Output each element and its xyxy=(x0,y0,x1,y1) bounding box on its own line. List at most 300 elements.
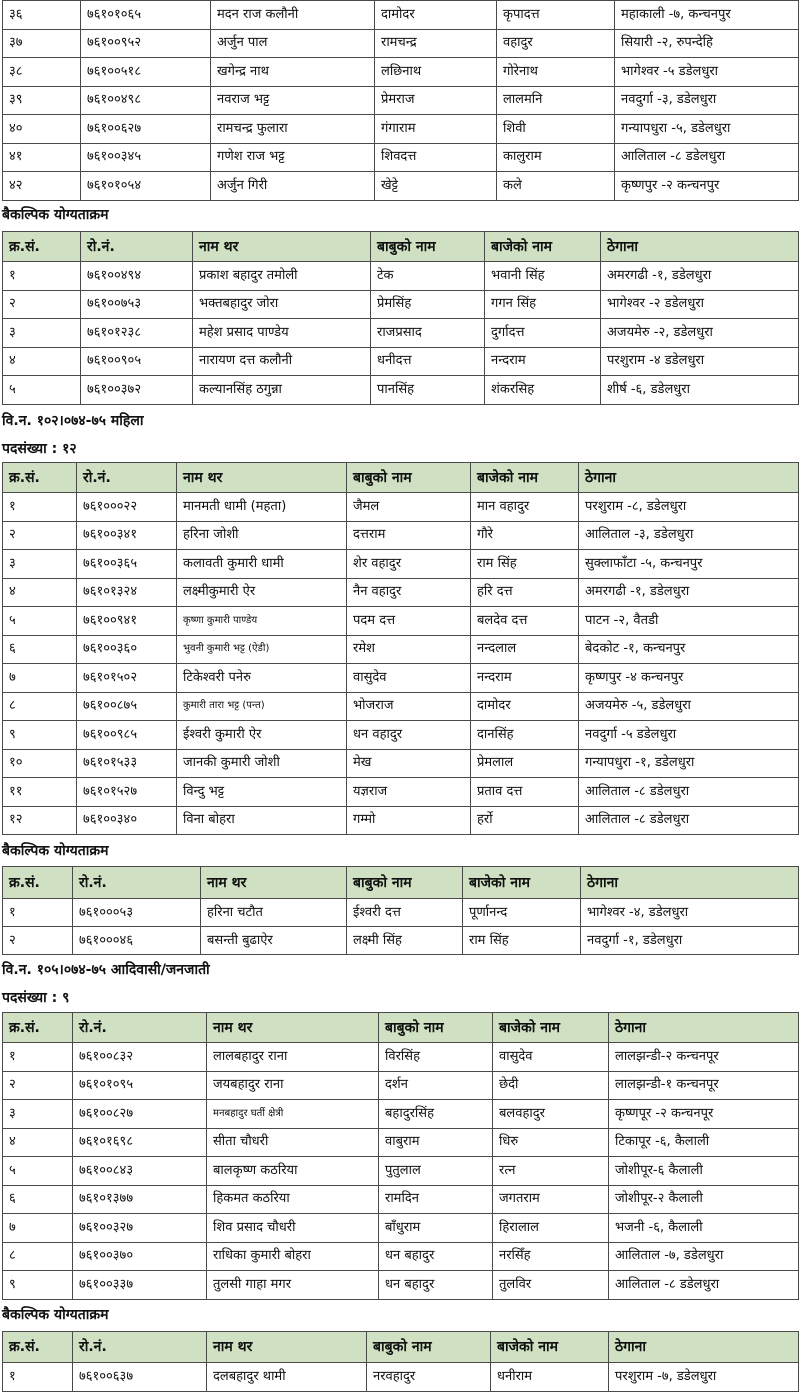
name-cell: गणेश राज भट्ट xyxy=(211,143,375,172)
address-cell: पाटन -२, वैतडी xyxy=(579,607,799,636)
roll-number-cell: ७६१०१०५४ xyxy=(81,172,211,201)
grandfather-name-cell: बलदेव दत्त xyxy=(471,607,579,636)
grandfather-name-cell: दुर्गादत्त xyxy=(485,319,601,348)
father-name-cell: वाबुराम xyxy=(379,1128,493,1157)
father-name-cell: पानसिंह xyxy=(371,376,485,405)
roll-number-cell: ७६१००८७५ xyxy=(77,692,177,721)
father-name-cell: विरसिंह xyxy=(379,1043,493,1072)
address-cell: जोशीपूर-२ कैलाली xyxy=(609,1185,799,1214)
grandfather-name-cell: वासुदेव xyxy=(493,1043,609,1072)
name-cell: लक्ष्मीकुमारी ऐर xyxy=(177,578,347,607)
name-cell: मदन राज कलौनी xyxy=(211,1,375,30)
alternative-merit-table-1 xyxy=(2,231,799,405)
roll-number-cell: ७६१००३३७ xyxy=(73,1271,207,1300)
serial-cell: २ xyxy=(3,927,73,955)
grandfather-name-cell: हर्रो xyxy=(471,806,579,835)
column-header: क्र.सं. xyxy=(3,867,73,899)
column-header: बाबुको नाम xyxy=(347,867,463,899)
table-row xyxy=(3,290,799,319)
father-name-cell: शिवदत्त xyxy=(375,143,497,172)
grandfather-name-cell: छेदी xyxy=(493,1071,609,1100)
alternative-merit-heading-2: बैकल्पिक योग्यताक्रम xyxy=(2,843,109,859)
address-cell: आलिताल -८ डडेलधुरा xyxy=(579,778,799,807)
father-name-cell: नरवहादुर xyxy=(367,1363,491,1392)
address-cell: अमरगढी -१, डडेलधुरा xyxy=(601,262,799,291)
name-cell: हरिना चटौत xyxy=(201,899,347,927)
table-row xyxy=(3,578,799,607)
grandfather-name-cell: जगतराम xyxy=(493,1185,609,1214)
table-row xyxy=(3,749,799,778)
name-cell: राधिका कुमारी बोहरा xyxy=(207,1242,379,1271)
table-row xyxy=(3,29,799,58)
serial-cell: १ xyxy=(3,493,77,522)
father-name-cell: भोजराज xyxy=(347,692,471,721)
serial-cell: ५ xyxy=(3,607,77,636)
grandfather-name-cell: रत्न xyxy=(493,1157,609,1186)
column-header: नाम थर xyxy=(207,1013,379,1043)
roll-number-cell: ७६१००६३७ xyxy=(73,1363,207,1392)
roll-number-cell: ७६१००३४५ xyxy=(81,143,211,172)
father-name-cell: वासुदेव xyxy=(347,664,471,693)
column-header: बाबुको नाम xyxy=(367,1332,491,1363)
table-row xyxy=(3,319,799,348)
name-cell: भुवनी कुमारी भट्ट (ऐडी) xyxy=(177,635,347,664)
name-cell: कुमारी तारा भट्ट (पन्त) xyxy=(177,692,347,721)
address-cell: आलिताल -७, डडेलधुरा xyxy=(609,1242,799,1271)
address-cell: आलिताल -८ डडेलधुरा xyxy=(579,806,799,835)
roll-number-cell: ७६१००७५३ xyxy=(81,290,193,319)
grandfather-name-cell: नन्दराम xyxy=(485,347,601,376)
grandfather-name-cell: नन्दराम xyxy=(471,664,579,693)
table-row xyxy=(3,607,799,636)
column-header: नाम थर xyxy=(193,232,371,262)
serial-cell: ३८ xyxy=(3,58,81,87)
father-name-cell: रामचन्द्र xyxy=(375,29,497,58)
father-name-cell: यज्ञराज xyxy=(347,778,471,807)
table-header-row xyxy=(3,1013,799,1043)
grandfather-name-cell: भवानी सिंह xyxy=(485,262,601,291)
roll-number-cell: ७६१००४९४ xyxy=(81,262,193,291)
address-cell: आलिताल -८ डडेलधुरा xyxy=(615,143,799,172)
address-cell: गन्यापधुरा -५, डडेलधुरा xyxy=(615,115,799,144)
father-name-cell: दत्तराम xyxy=(347,521,471,550)
name-cell: कृष्णा कुमारी पाण्डेय xyxy=(177,607,347,636)
roll-number-cell: ७६१०००५३ xyxy=(73,899,201,927)
address-cell: भागेश्वर -४, डडेलधुरा xyxy=(581,899,799,927)
column-header: रो.नं. xyxy=(73,1013,207,1043)
father-name-cell: खेट्टे xyxy=(375,172,497,201)
column-header: ठेगाना xyxy=(601,232,799,262)
serial-cell: २ xyxy=(3,290,81,319)
table-row xyxy=(3,721,799,750)
father-name-cell: गम्मो xyxy=(347,806,471,835)
grandfather-name-cell: लालमनि xyxy=(497,86,615,115)
table-row xyxy=(3,1157,799,1186)
name-cell: दलबहादुर थामी xyxy=(207,1363,367,1392)
grandfather-name-cell: मान वहादुर xyxy=(471,493,579,522)
address-cell: कृष्णपुर -४ कन्चनपुर xyxy=(579,664,799,693)
address-cell: गन्यापधुरा -१, डडेलधुरा xyxy=(579,749,799,778)
table-row xyxy=(3,493,799,522)
address-cell: परशुराम -८, डडेलधुरा xyxy=(579,493,799,522)
serial-cell: ९ xyxy=(3,1271,73,1300)
table-row xyxy=(3,806,799,835)
grandfather-name-cell: बलवहादुर xyxy=(493,1100,609,1129)
father-name-cell: टेक xyxy=(371,262,485,291)
roll-number-cell: ७६१००३६० xyxy=(77,635,177,664)
name-cell: रामचन्द्र फुलारा xyxy=(211,115,375,144)
roll-number-cell: ७६१००३७० xyxy=(73,1242,207,1271)
serial-cell: ९ xyxy=(3,721,77,750)
roll-number-cell: ७६१००९५२ xyxy=(81,29,211,58)
father-name-cell: लछिनाथ xyxy=(375,58,497,87)
roll-number-cell: ७६१००३४० xyxy=(77,806,177,835)
table-row xyxy=(3,664,799,693)
roll-number-cell: ७६१००९०५ xyxy=(81,347,193,376)
serial-cell: ५ xyxy=(3,1157,73,1186)
address-cell: शीर्ष -६, डडेलधुरा xyxy=(601,376,799,405)
table-row xyxy=(3,1128,799,1157)
indigenous-alternative-merit-table xyxy=(2,1331,799,1392)
name-cell: जयबहादुर राना xyxy=(207,1071,379,1100)
serial-cell: १० xyxy=(3,749,77,778)
table-row xyxy=(3,376,799,405)
serial-cell: ८ xyxy=(3,692,77,721)
table-header-row xyxy=(3,232,799,262)
grandfather-name-cell: दामोदर xyxy=(471,692,579,721)
address-cell: परशुराम -७, डडेलधुरा xyxy=(609,1363,799,1392)
serial-cell: ४१ xyxy=(3,143,81,172)
grandfather-name-cell: कृपादत्त xyxy=(497,1,615,30)
address-cell: परशुराम -४ डडेलधुरा xyxy=(601,347,799,376)
column-header: ठेगाना xyxy=(609,1013,799,1043)
address-cell: कृष्णपूर -२ कन्चनपूर xyxy=(609,1100,799,1129)
address-cell: नवदुर्गा -५ डडेलधुरा xyxy=(579,721,799,750)
name-cell: बसन्ती बुढाऐर xyxy=(201,927,347,955)
column-header: बाजेको नाम xyxy=(471,463,579,493)
name-cell: टिकेश्वरी पनेरु xyxy=(177,664,347,693)
roll-number-cell: ७६१००३७२ xyxy=(81,376,193,405)
roll-number-cell: ७६१००८३२ xyxy=(73,1043,207,1072)
column-header: बाबुको नाम xyxy=(371,232,485,262)
serial-cell: ४२ xyxy=(3,172,81,201)
table-row xyxy=(3,58,799,87)
address-cell: लालझन्डी-१ कन्चनपूर xyxy=(609,1071,799,1100)
father-name-cell: जैमल xyxy=(347,493,471,522)
table-row xyxy=(3,550,799,579)
table-row xyxy=(3,262,799,291)
name-cell: मनबहादुर घर्ती क्षेत्री xyxy=(207,1100,379,1129)
address-cell: भजनी -६, कैलाली xyxy=(609,1214,799,1243)
roll-number-cell: ७६१०००२२ xyxy=(77,493,177,522)
table-row xyxy=(3,1242,799,1271)
column-header: क्र.सं. xyxy=(3,1013,73,1043)
serial-cell: ४ xyxy=(3,347,81,376)
roll-number-cell: ७६१००३४१ xyxy=(77,521,177,550)
name-cell: कल्यानसिंह ठगुन्ना xyxy=(193,376,371,405)
address-cell: सियारी -२, रुपन्देहि xyxy=(615,29,799,58)
serial-cell: ३६ xyxy=(3,1,81,30)
serial-cell: १ xyxy=(3,899,73,927)
table-row xyxy=(3,1100,799,1129)
address-cell: कृष्णपुर -२ कन्चनपुर xyxy=(615,172,799,201)
table-row xyxy=(3,1,799,30)
grandfather-name-cell: प्रेमलाल xyxy=(471,749,579,778)
father-name-cell: धनीदत्त xyxy=(371,347,485,376)
father-name-cell: रमेश xyxy=(347,635,471,664)
column-header: ठेगाना xyxy=(579,463,799,493)
table-row xyxy=(3,115,799,144)
post-count-women: पदसंख्या : १२ xyxy=(2,441,77,457)
roll-number-cell: ७६१०१५२७ xyxy=(77,778,177,807)
grandfather-name-cell: दानसिंह xyxy=(471,721,579,750)
column-header: क्र.सं. xyxy=(3,1332,73,1363)
table-row xyxy=(3,1185,799,1214)
roll-number-cell: ७६१०१०९५ xyxy=(73,1071,207,1100)
name-cell: महेश प्रसाद पाण्डेय xyxy=(193,319,371,348)
father-name-cell: शेर वहादुर xyxy=(347,550,471,579)
father-name-cell: पदम दत्त xyxy=(347,607,471,636)
name-cell: विन्दु भट्ट xyxy=(177,778,347,807)
address-cell: बेदकोट -१, कन्चनपुर xyxy=(579,635,799,664)
serial-cell: ४ xyxy=(3,578,77,607)
name-cell: हिकमत कठरिया xyxy=(207,1185,379,1214)
name-cell: विना बोहरा xyxy=(177,806,347,835)
father-name-cell: प्रेमसिंह xyxy=(371,290,485,319)
name-cell: जानकी कुमारी जोशी xyxy=(177,749,347,778)
name-cell: कलावती कुमारी धामी xyxy=(177,550,347,579)
grandfather-name-cell: धनीराम xyxy=(491,1363,609,1392)
address-cell: अमरगढी -१, डडेलधुरा xyxy=(579,578,799,607)
column-header: रो.नं. xyxy=(73,867,201,899)
name-cell: नवराज भट्ट xyxy=(211,86,375,115)
column-header: बाजेको नाम xyxy=(491,1332,609,1363)
roll-number-cell: ७६१००८२७ xyxy=(73,1100,207,1129)
section-title-women: वि.न. १०२।०७४-७५ महिला xyxy=(2,413,144,429)
column-header: रो.नं. xyxy=(73,1332,207,1363)
name-cell: भक्तबहादुर जोरा xyxy=(193,290,371,319)
grandfather-name-cell: पूर्णानन्द xyxy=(463,899,581,927)
table-row xyxy=(3,635,799,664)
table-row xyxy=(3,1363,799,1392)
roll-number-cell: ७६१००९४१ xyxy=(77,607,177,636)
alternative-merit-heading-1: बैकल्पिक योग्यताक्रम xyxy=(2,207,109,223)
name-cell: नारायण दत्त कलौनी xyxy=(193,347,371,376)
table-row xyxy=(3,692,799,721)
serial-cell: ३ xyxy=(3,319,81,348)
column-header: नाम थर xyxy=(207,1332,367,1363)
results-table-top xyxy=(2,0,799,201)
indigenous-results-table xyxy=(2,1012,799,1300)
column-header: क्र.सं. xyxy=(3,463,77,493)
grandfather-name-cell: शिवी xyxy=(497,115,615,144)
name-cell: शिव प्रसाद चौधरी xyxy=(207,1214,379,1243)
alternative-merit-heading-3: बैकल्पिक योग्यताक्रम xyxy=(2,1307,109,1323)
father-name-cell: पुतुलाल xyxy=(379,1157,493,1186)
table-row xyxy=(3,1271,799,1300)
father-name-cell: धन बहादुर xyxy=(379,1271,493,1300)
grandfather-name-cell: शंकरसिह xyxy=(485,376,601,405)
table-row xyxy=(3,86,799,115)
roll-number-cell: ७६१०१५०२ xyxy=(77,664,177,693)
serial-cell: ५ xyxy=(3,376,81,405)
roll-number-cell: ७६१०१०६५ xyxy=(81,1,211,30)
serial-cell: ७ xyxy=(3,1214,73,1243)
table-row xyxy=(3,1214,799,1243)
address-cell: आलिताल -८ डडेलधुरा xyxy=(609,1271,799,1300)
serial-cell: १ xyxy=(3,1043,73,1072)
roll-number-cell: ७६१०१६९८ xyxy=(73,1128,207,1157)
serial-cell: ४ xyxy=(3,1128,73,1157)
father-name-cell: नैन वहादुर xyxy=(347,578,471,607)
table-row xyxy=(3,347,799,376)
father-name-cell: मेख xyxy=(347,749,471,778)
serial-cell: ८ xyxy=(3,1242,73,1271)
address-cell: भागेश्वर -५ डडेलधुरा xyxy=(615,58,799,87)
name-cell: हरिना जोशी xyxy=(177,521,347,550)
roll-number-cell: ७६१००४९८ xyxy=(81,86,211,115)
women-results-table xyxy=(2,462,799,835)
father-name-cell: दर्शन xyxy=(379,1071,493,1100)
serial-cell: ३ xyxy=(3,1100,73,1129)
serial-cell: ३ xyxy=(3,550,77,579)
grandfather-name-cell: नन्दलाल xyxy=(471,635,579,664)
grandfather-name-cell: गगन सिंह xyxy=(485,290,601,319)
grandfather-name-cell: कले xyxy=(497,172,615,201)
grandfather-name-cell: प्रताव दत्त xyxy=(471,778,579,807)
grandfather-name-cell: राम सिंह xyxy=(471,550,579,579)
grandfather-name-cell: गोरेनाथ xyxy=(497,58,615,87)
father-name-cell: दामोदर xyxy=(375,1,497,30)
roll-number-cell: ७६१००३६५ xyxy=(77,550,177,579)
name-cell: ईश्वरी कुमारी ऐर xyxy=(177,721,347,750)
roll-number-cell: ७६१००३२७ xyxy=(73,1214,207,1243)
column-header: नाम थर xyxy=(201,867,347,899)
address-cell: अजयमेरु -२, डडेलधुरा xyxy=(601,319,799,348)
grandfather-name-cell: कालुराम xyxy=(497,143,615,172)
address-cell: जोशीपूर-६ कैलाली xyxy=(609,1157,799,1186)
serial-cell: ६ xyxy=(3,1185,73,1214)
table-row xyxy=(3,1043,799,1072)
table-row xyxy=(3,143,799,172)
serial-cell: ११ xyxy=(3,778,77,807)
name-cell: तुलसी गाहा मगर xyxy=(207,1271,379,1300)
address-cell: अजयमेरु -५, डडेलधुरा xyxy=(579,692,799,721)
table-row xyxy=(3,1071,799,1100)
column-header: ठेगाना xyxy=(581,867,799,899)
roll-number-cell: ७६१०१५३३ xyxy=(77,749,177,778)
column-header: बाबुको नाम xyxy=(347,463,471,493)
roll-number-cell: ७६१०००४६ xyxy=(73,927,201,955)
column-header: नाम थर xyxy=(177,463,347,493)
column-header: बाजेको नाम xyxy=(463,867,581,899)
grandfather-name-cell: हिरालाल xyxy=(493,1214,609,1243)
section-title-indigenous: वि.न. १०५।०७४-७५ आदिवासी/जनजाती xyxy=(2,962,210,978)
address-cell: नवदुर्गा -१, डडेलधुरा xyxy=(581,927,799,955)
name-cell: बालकृष्ण कठरिया xyxy=(207,1157,379,1186)
roll-number-cell: ७६१००९८५ xyxy=(77,721,177,750)
column-header: बाजेको नाम xyxy=(493,1013,609,1043)
women-alternative-merit-table xyxy=(2,866,799,955)
grandfather-name-cell: धिरु xyxy=(493,1128,609,1157)
name-cell: अर्जुन गिरी xyxy=(211,172,375,201)
roll-number-cell: ७६१०१२३८ xyxy=(81,319,193,348)
address-cell: सुक्लाफाँटा -५, कन्चनपुर xyxy=(579,550,799,579)
serial-cell: ६ xyxy=(3,635,77,664)
serial-cell: २ xyxy=(3,1071,73,1100)
father-name-cell: राजप्रसाद xyxy=(371,319,485,348)
post-count-indigenous: पदसंख्या : ९ xyxy=(2,990,70,1006)
column-header: रो.नं. xyxy=(81,232,193,262)
column-header: बाबुको नाम xyxy=(379,1013,493,1043)
father-name-cell: रामदिन xyxy=(379,1185,493,1214)
grandfather-name-cell: नरसिँह xyxy=(493,1242,609,1271)
table-row xyxy=(3,521,799,550)
table-header-row xyxy=(3,463,799,493)
grandfather-name-cell: गौरे xyxy=(471,521,579,550)
roll-number-cell: ७६१०१३७७ xyxy=(73,1185,207,1214)
table-row xyxy=(3,172,799,201)
grandfather-name-cell: राम सिंह xyxy=(463,927,581,955)
name-cell: खगेन्द्र नाथ xyxy=(211,58,375,87)
table-header-row xyxy=(3,1332,799,1363)
roll-number-cell: ७६१००६२७ xyxy=(81,115,211,144)
father-name-cell: गंगाराम xyxy=(375,115,497,144)
roll-number-cell: ७६१००५१८ xyxy=(81,58,211,87)
table-row xyxy=(3,927,799,955)
serial-cell: २ xyxy=(3,521,77,550)
father-name-cell: ईश्वरी दत्त xyxy=(347,899,463,927)
serial-cell: ७ xyxy=(3,664,77,693)
name-cell: प्रकाश बहादुर तमोली xyxy=(193,262,371,291)
address-cell: लालझन्डी-२ कन्चनपूर xyxy=(609,1043,799,1072)
father-name-cell: धन बहादुर xyxy=(379,1242,493,1271)
name-cell: लालबहादुर राना xyxy=(207,1043,379,1072)
name-cell: सीता चौधरी xyxy=(207,1128,379,1157)
serial-cell: ४० xyxy=(3,115,81,144)
address-cell: भागेश्वर -२ डडेलधुरा xyxy=(601,290,799,319)
name-cell: मानमती धामी (महता) xyxy=(177,493,347,522)
serial-cell: ३९ xyxy=(3,86,81,115)
address-cell: महाकाली -७, कन्चनपुर xyxy=(615,1,799,30)
father-name-cell: प्रेमराज xyxy=(375,86,497,115)
father-name-cell: धन वहादुर xyxy=(347,721,471,750)
column-header: ठेगाना xyxy=(609,1332,799,1363)
name-cell: अर्जुन पाल xyxy=(211,29,375,58)
column-header: क्र.सं. xyxy=(3,232,81,262)
column-header: रो.नं. xyxy=(77,463,177,493)
table-row xyxy=(3,899,799,927)
table-row xyxy=(3,778,799,807)
address-cell: आलिताल -३, डडेलधुरा xyxy=(579,521,799,550)
roll-number-cell: ७६१००८४३ xyxy=(73,1157,207,1186)
grandfather-name-cell: वहादुर xyxy=(497,29,615,58)
serial-cell: १ xyxy=(3,1363,73,1392)
father-name-cell: बहादुरसिंह xyxy=(379,1100,493,1129)
grandfather-name-cell: तुलविर xyxy=(493,1271,609,1300)
table-header-row xyxy=(3,867,799,899)
roll-number-cell: ७६१०१३२४ xyxy=(77,578,177,607)
father-name-cell: लक्ष्मी सिंह xyxy=(347,927,463,955)
serial-cell: १२ xyxy=(3,806,77,835)
grandfather-name-cell: हरि दत्त xyxy=(471,578,579,607)
serial-cell: १ xyxy=(3,262,81,291)
column-header: बाजेको नाम xyxy=(485,232,601,262)
address-cell: नवदुर्गा -३, डडेलधुरा xyxy=(615,86,799,115)
father-name-cell: बाँधुराम xyxy=(379,1214,493,1243)
serial-cell: ३७ xyxy=(3,29,81,58)
address-cell: टिकापूर -६, कैलाली xyxy=(609,1128,799,1157)
